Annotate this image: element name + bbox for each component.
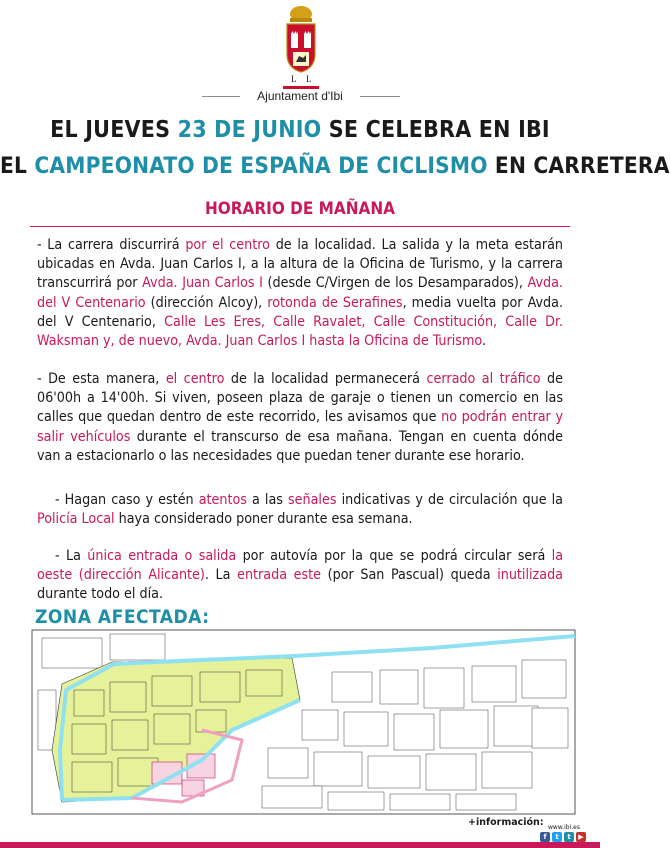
headline-line-2: [0, 153, 670, 179]
highlighted-phrase: señales: [288, 492, 337, 508]
highlighted-phrase: inutilizada: [497, 567, 564, 584]
divider: [202, 96, 240, 97]
headline-text: EL: [0, 153, 35, 179]
more-info-label: +información:: [468, 817, 544, 828]
tuenti-icon[interactable]: t: [564, 832, 574, 842]
body-text: (desde C/Virgen de los Desamparados),: [262, 275, 528, 292]
website-url[interactable]: www.ibi.es: [548, 824, 580, 831]
body-text: - Hagan caso y estén: [55, 492, 199, 508]
body-text: por autovía por la que se podrá circular será: [236, 548, 552, 564]
body-text: de la localidad permanecerá: [224, 371, 427, 387]
headline-text: EL JUEVES: [50, 117, 178, 143]
body-text: - De esta manera,: [37, 371, 166, 387]
svg-text:L: L: [291, 74, 297, 84]
affected-zone-map: [32, 630, 575, 814]
body-text: de 06'00h a 14'00h. Si viven, poseen plaza de garaje o tienen un comercio en las calles que quedan dentro de este recorrido, les avisamos que: [37, 371, 563, 426]
headline-highlight: 23 DE JUNIO: [177, 117, 322, 143]
highlighted-phrase: rotonda de Serafines: [267, 294, 403, 311]
highlighted-phrase: Calle Les Eres, Calle Ravalet, Calle Constitución, Calle Dr. Waksman y, de nuevo, Avda. Juan Carlos I hasta la Oficina de Turismo: [37, 313, 563, 350]
body-text: a las: [246, 492, 289, 508]
headline-text: EN CARRETERA: [487, 153, 670, 179]
body-text: haya considerado poner durante esa semana.: [114, 511, 413, 528]
section-rule: [30, 226, 570, 227]
section-title: HORARIO DE MAÑANA: [204, 199, 395, 219]
highlighted-phrase: por el centro: [185, 237, 270, 253]
highlighted-phrase: el centro: [165, 371, 225, 387]
body-text: , media vuelta por Avda. del V Centenario,: [37, 294, 563, 330]
highlighted-phrase: única entrada o salida: [87, 548, 237, 564]
body-text: durante el transcurso de esa mañana. Tengan en cuenta dónde van a estacionarlo o las necesidades que puedan tener durante ese horario.: [37, 428, 563, 464]
body-text: - La: [55, 548, 88, 564]
twitter-icon[interactable]: t: [552, 832, 562, 842]
youtube-icon[interactable]: ▶: [576, 832, 586, 842]
divider: [360, 96, 400, 97]
body-text: durante todo el día.: [37, 586, 164, 603]
body-text: indicativas y de circulación que la: [336, 492, 563, 508]
paragraph-closure: [37, 370, 563, 466]
body-text: de la localidad. La salida y la meta estarán ubicadas en Avda. Juan Carlos I, a la altura de la Oficina de Turismo, y la carrera transcurrirá por: [37, 237, 563, 292]
paragraph-access: [37, 547, 563, 605]
zona-afectada-title: ZONA AFECTADA:: [35, 606, 210, 628]
coat-of-arms-icon: [277, 4, 325, 88]
svg-text:L: L: [306, 74, 312, 84]
headline-highlight: CAMPEONATO DE ESPAÑA DE CICLISMO: [34, 153, 488, 179]
bottom-band: [0, 842, 600, 848]
facebook-icon[interactable]: f: [540, 832, 550, 842]
body-text: . La: [204, 567, 238, 584]
body-text: (por San Pascual) queda: [321, 567, 498, 584]
highlighted-phrase: no podrán entrar y salir vehículos: [37, 409, 563, 445]
highlighted-phrase: Avda. del V Centenario: [37, 275, 563, 311]
organization-name: Ajuntament d'Ibi: [257, 89, 343, 103]
highlighted-phrase: entrada este: [237, 567, 322, 584]
highlighted-phrase: la oeste (dirección Alicante): [37, 548, 564, 584]
body-text: (dirección Alcoy),: [145, 294, 268, 311]
highlighted-phrase: Policía Local: [37, 511, 115, 528]
headline-text: SE CELEBRA EN IBI: [321, 117, 550, 143]
paragraph-signals: [37, 491, 563, 529]
highlighted-phrase: atentos: [198, 492, 247, 508]
headline-line-1: [0, 117, 600, 143]
highlighted-phrase: cerrado al tráfico: [426, 371, 541, 387]
highlighted-phrase: Avda. Juan Carlos I: [142, 275, 263, 292]
paragraph-route: [37, 236, 563, 351]
body-text: - La carrera discurrirá: [37, 237, 186, 253]
body-text: .: [481, 333, 487, 350]
